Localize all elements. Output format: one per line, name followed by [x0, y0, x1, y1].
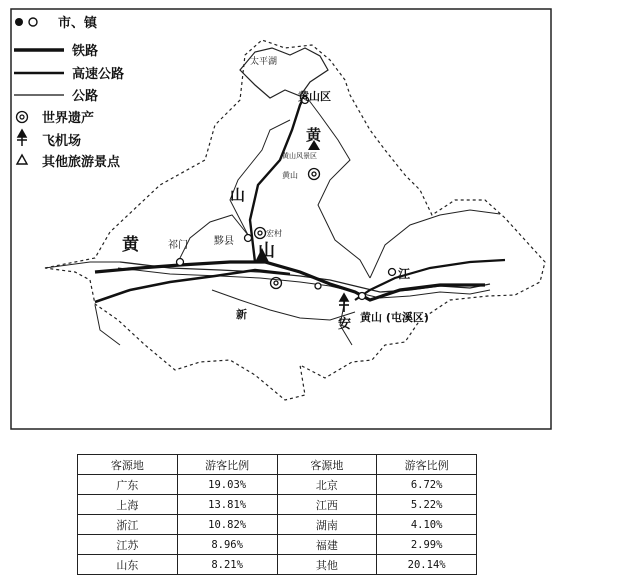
table-cell-share: 13.81%	[177, 495, 277, 515]
label-yixian: 黟县	[214, 236, 234, 247]
table-cell-source: 江西	[277, 495, 377, 515]
heritage-marker-xidi	[255, 228, 266, 239]
heritage-marker-xidi-inner	[258, 231, 262, 235]
label-huangshan-district: 黄山区	[298, 90, 331, 103]
world-heritage-symbol-icon-inner	[20, 115, 24, 119]
table-cell-source: 上海	[78, 495, 178, 515]
expressway-route-east	[355, 260, 505, 300]
table-cell-share: 10.82%	[177, 515, 277, 535]
map-legend	[14, 15, 124, 170]
road-1	[45, 262, 120, 268]
town-marker-qimen	[177, 259, 184, 266]
road-3	[305, 95, 370, 278]
town-symbol-icon-open	[29, 18, 37, 26]
table-cell-share: 6.72%	[377, 475, 477, 495]
world-heritage-symbol-icon	[17, 112, 28, 123]
table-cell-source: 福建	[277, 535, 377, 555]
legend-label-railway: 铁路	[72, 44, 99, 59]
label-qimen: 祁门	[168, 240, 188, 251]
label-xin-river: 新	[236, 308, 247, 321]
road-4	[230, 120, 290, 235]
table-cell-share: 5.22%	[377, 495, 477, 515]
label-taiping-lake: 太平湖	[250, 57, 278, 67]
town-marker-shexian	[389, 269, 396, 276]
table-cell-share: 19.03%	[177, 475, 277, 495]
airport-symbol-icon	[17, 130, 27, 146]
label-huangshan-scenic-area: 黄山风景区	[282, 152, 317, 160]
town-symbol-icon	[15, 18, 23, 26]
label-mountain-vertical: 山	[230, 186, 246, 204]
header-source-2: 客源地	[277, 455, 377, 475]
table-cell-source: 浙江	[78, 515, 178, 535]
table-cell-source: 湖南	[277, 515, 377, 535]
table-row	[78, 475, 477, 495]
header-source-1: 客源地	[78, 455, 178, 475]
table-cell-source: 广东	[78, 475, 178, 495]
legend-label-scenic: 其他旅游景点	[42, 155, 121, 170]
table-row	[78, 515, 477, 535]
town-marker-she	[315, 283, 321, 289]
table-cell-share: 4.10%	[377, 515, 477, 535]
table-cell-source: 其他	[277, 555, 377, 575]
label-hongcun: 宏村	[266, 229, 282, 238]
label-jiang-river: 江	[398, 267, 411, 281]
table-cell-share: 20.14%	[377, 555, 477, 575]
legend-label-airport: 飞机场	[42, 134, 82, 149]
header-share-2: 游客比例	[377, 455, 477, 475]
label-shan-range: 山	[258, 241, 275, 261]
table-row	[78, 555, 477, 575]
table-cell-share: 8.21%	[177, 555, 277, 575]
table-cell-source: 山东	[78, 555, 178, 575]
legend-label-heritage: 世界遗产	[42, 111, 95, 126]
table-cell-share: 2.99%	[377, 535, 477, 555]
town-marker-tunxi	[359, 293, 366, 300]
heritage-marker-huangshan-inner	[312, 172, 316, 176]
road-8	[95, 305, 120, 345]
legend-label-expressway: 高速公路	[72, 67, 125, 82]
road-6	[212, 290, 355, 320]
table-header-row	[78, 455, 477, 475]
legend-label-town: 市、镇	[58, 16, 98, 31]
legend-label-road: 公路	[72, 89, 99, 104]
label-huang-range: 黄	[122, 235, 139, 255]
tourist-source-table	[77, 454, 477, 575]
table-row	[78, 535, 477, 555]
header-share-1: 游客比例	[177, 455, 277, 475]
road-2	[178, 215, 248, 262]
table-cell-source: 北京	[277, 475, 377, 495]
scenic-spot-symbol-icon	[17, 155, 27, 164]
label-huangshan-peak: 黄山	[282, 171, 298, 180]
town-marker-yixian	[245, 235, 252, 242]
label-tunxi: 黄山 (屯溪区)	[360, 311, 429, 324]
table-row	[78, 495, 477, 515]
airport-marker	[339, 294, 349, 312]
label-huang-scenic: 黄	[306, 126, 322, 144]
heritage-marker-huangshan	[309, 169, 320, 180]
label-an-river: 安	[338, 317, 352, 332]
table-cell-source: 江苏	[78, 535, 178, 555]
heritage-marker-south-inner	[274, 281, 278, 285]
table-cell-share: 8.96%	[177, 535, 277, 555]
